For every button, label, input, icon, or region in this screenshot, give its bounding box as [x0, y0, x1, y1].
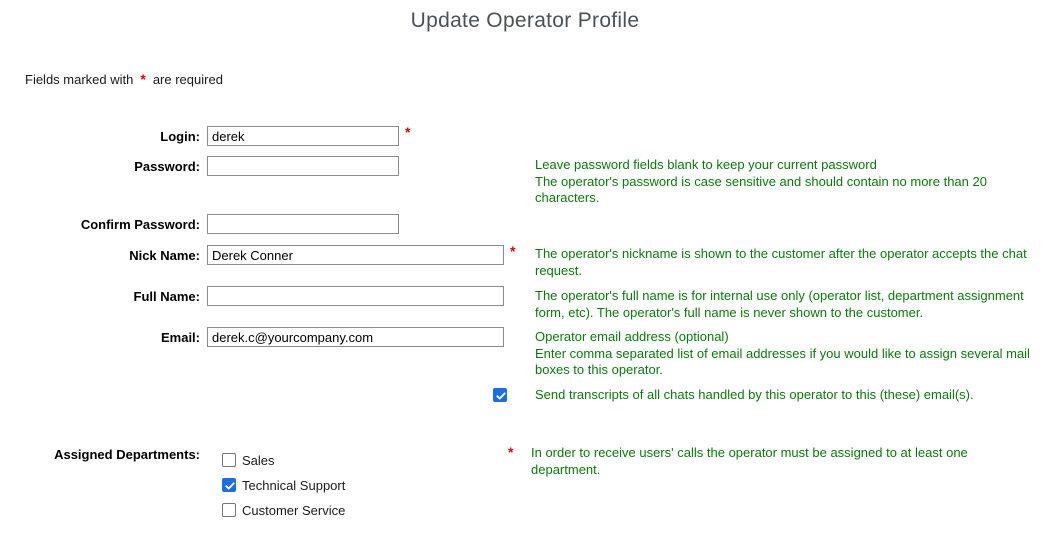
password-help-line2: The operator's password is case sensitive and should contain no more than 20 characters. — [535, 173, 987, 205]
password-help-line1: Leave password fields blank to keep your current password — [535, 157, 877, 172]
email-help-line2: Enter comma separated list of email addresses if you would like to assign several mail boxes to this operator. — [535, 345, 1030, 377]
departments-required-asterisk-icon: * — [508, 444, 514, 460]
login-required-asterisk-icon: * — [405, 124, 411, 140]
login-input[interactable] — [207, 126, 399, 146]
full-name-label: Full Name: — [133, 289, 200, 304]
send-transcripts-label: Send transcripts of all chats handled by this operator to this (these) email(s). — [535, 387, 974, 402]
send-transcripts-checkbox[interactable] — [493, 388, 507, 402]
password-input[interactable] — [207, 156, 399, 176]
required-note-prefix: Fields marked with — [25, 72, 134, 87]
confirm-password-input[interactable] — [207, 214, 399, 234]
required-asterisk-icon: * — [140, 71, 146, 87]
page-title: Update Operator Profile — [410, 9, 640, 32]
password-label: Password: — [134, 159, 200, 174]
confirm-password-label: Confirm Password: — [80, 217, 200, 232]
customer-service-label: Customer Service — [242, 502, 346, 518]
password-help-text — [535, 157, 1030, 207]
sales-label: Sales — [242, 452, 275, 468]
customer-service-checkbox[interactable] — [222, 503, 236, 517]
full-name-help-text: The operator's full name is for internal use only (operator list, department assignment form, etc). The operator's full name is never shown to the customer. — [535, 288, 1024, 320]
email-label: Email: — [160, 330, 200, 345]
login-label: Login: — [160, 129, 200, 144]
technical-support-checkbox[interactable] — [222, 478, 236, 492]
required-note-suffix: are required — [152, 72, 223, 87]
required-fields-note — [25, 71, 223, 87]
department-item-technical-support — [222, 477, 345, 493]
email-help-text — [535, 329, 1030, 379]
department-item-customer-service — [222, 502, 345, 518]
sales-checkbox[interactable] — [222, 453, 236, 467]
full-name-input[interactable] — [207, 286, 504, 306]
nick-name-required-asterisk-icon: * — [510, 243, 516, 259]
nick-name-label: Nick Name: — [129, 248, 200, 263]
department-item-sales — [222, 452, 275, 468]
email-help-line1: Operator email address (optional) — [535, 329, 729, 344]
nick-name-input[interactable] — [207, 245, 504, 265]
checkmark-icon — [224, 480, 236, 492]
departments-help-text: In order to receive users' calls the operator must be assigned to at least one department. — [531, 445, 968, 477]
nick-name-help-text: The operator's nickname is shown to the customer after the operator accepts the chat request. — [535, 246, 1027, 278]
checkmark-icon — [495, 390, 507, 402]
assigned-departments-label: Assigned Departments: — [54, 447, 200, 462]
email-input[interactable] — [207, 327, 504, 347]
technical-support-label: Technical Support — [242, 477, 346, 493]
